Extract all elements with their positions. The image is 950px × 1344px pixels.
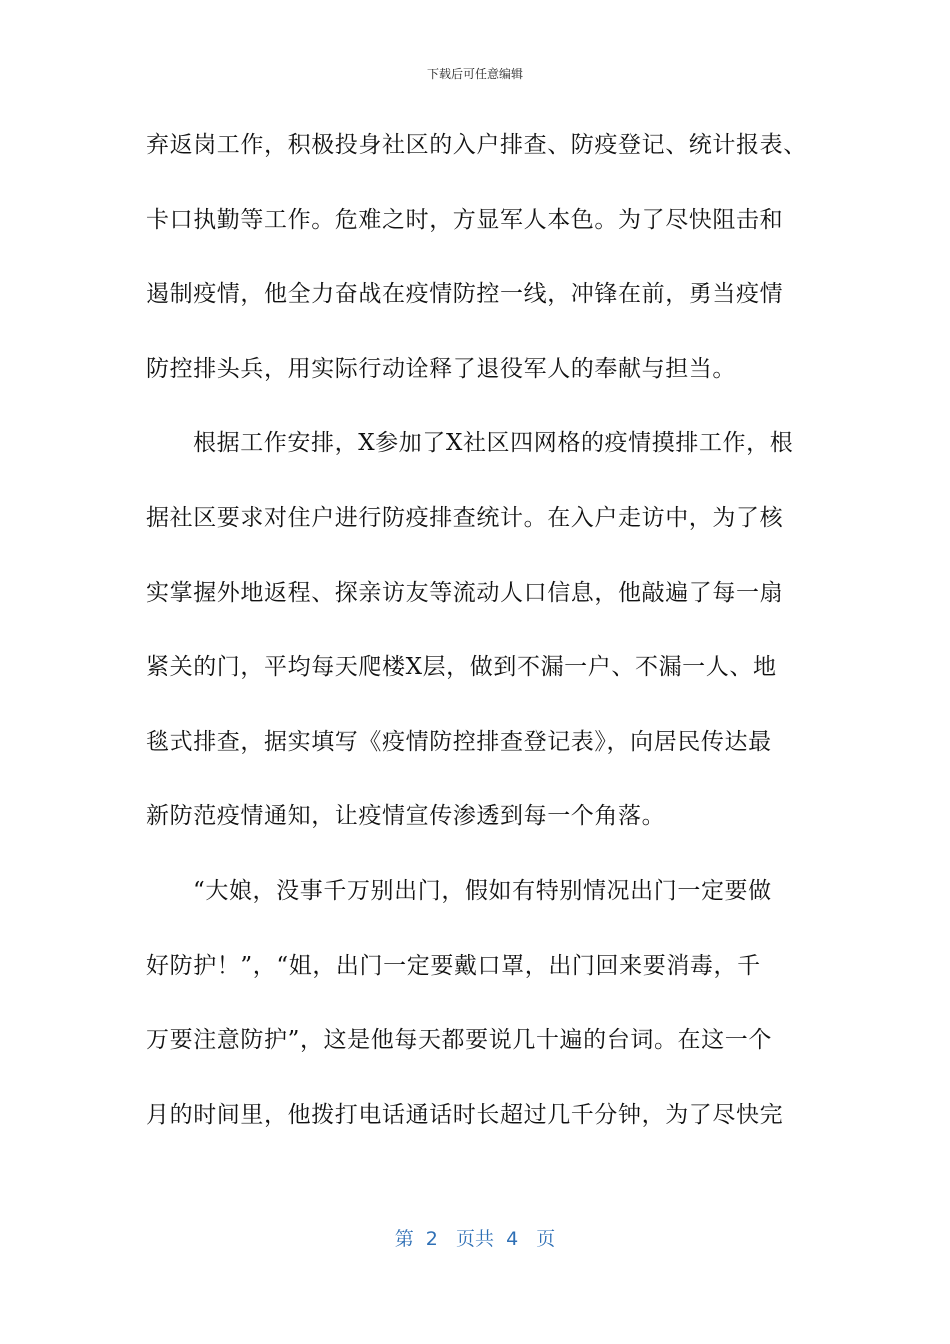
page-header-note: 下载后可任意编辑 (426, 67, 523, 81)
text-line: 新防范疫情通知，让疫情宣传渗透到每一个角落。 (146, 803, 666, 830)
text-line: 毯式排查，据实填写《疫情防控排查登记表》，向居民传达最 (146, 728, 772, 755)
text-line: 月的时间里，他拨打电话通话时长超过几千分钟，为了尽快完 (146, 1101, 784, 1128)
text-line: 紧关的门，平均每天爬楼X层，做到不漏一户、不漏一人、地 (146, 654, 777, 681)
text-line: 遏制疫情，他全力奋战在疫情防控一线，冲锋在前，勇当疫情 (146, 281, 784, 308)
document-body (146, 117, 826, 1161)
text-line: 防控排头兵，用实际行动诠释了退役军人的奉献与担当。 (146, 355, 736, 382)
text-line: 实掌握外地返程、探亲访友等流动人口信息，他敲遍了每一扇 (146, 579, 784, 606)
text-line: 好防护！”，“姐，出门一定要戴口罩，出门回来要消毒，千 (146, 952, 761, 979)
paragraph-first-line: 根据工作安排，X参加了X社区四网格的疫情摸排工作，根 (193, 430, 794, 457)
text-line: 万要注意防护”，这是他每天都要说几十遍的台词。在这一个 (146, 1027, 772, 1054)
text-line: 弃返岗工作，积极投身社区的入户排查、防疫登记、统计报表、 (146, 132, 807, 158)
text-line: 卡口执勤等工作。危难之时，方显军人本色。为了尽快阻击和 (146, 206, 784, 233)
page-number-footer: 第 2 页共 4 页 (394, 1228, 556, 1250)
paragraph-first-line: “大娘，没事千万别出门，假如有特别情况出门一定要做 (193, 877, 772, 904)
text-line: 据社区要求对住户进行防疫排查统计。在入户走访中，为了核 (146, 504, 784, 531)
